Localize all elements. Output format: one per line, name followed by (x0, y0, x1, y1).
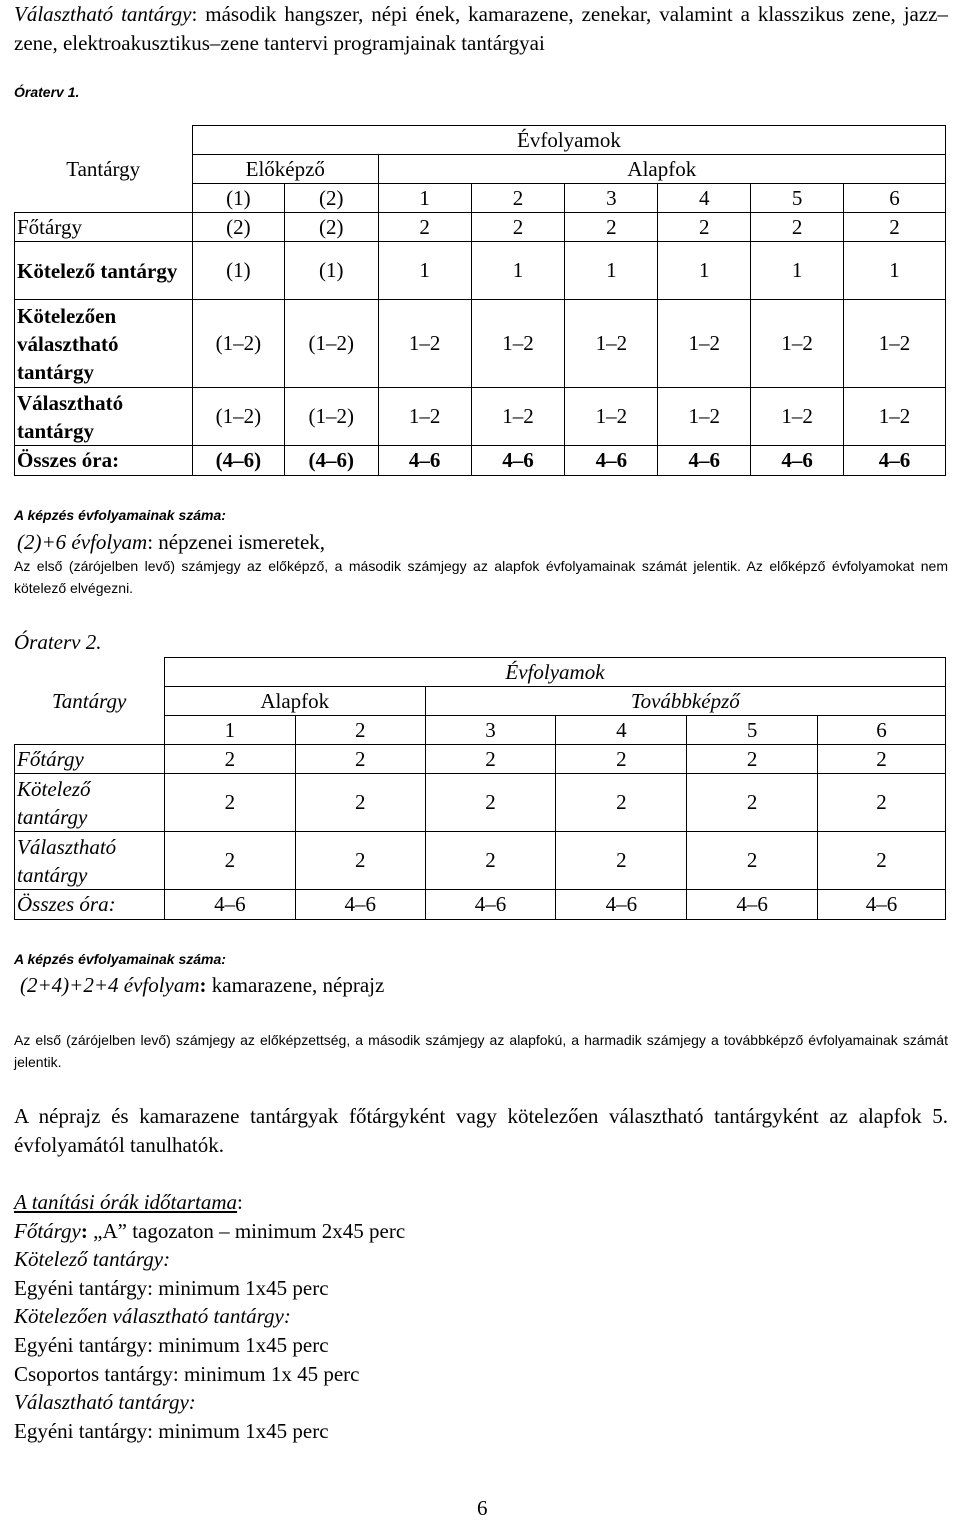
table-cell: 4–6 (295, 890, 425, 920)
plan1-grade-cell: 2 (471, 184, 565, 213)
table-cell: 2 (556, 774, 687, 832)
table-row (15, 832, 946, 890)
table-row (15, 213, 946, 242)
table-cell: 2 (295, 774, 425, 832)
row-label: Összes óra: (15, 446, 193, 476)
table-cell: 4–6 (425, 890, 556, 920)
table-cell: 2 (687, 774, 818, 832)
table-cell: 1–2 (565, 300, 658, 388)
table-cell: 2 (164, 832, 295, 890)
table-cell: 1–2 (844, 300, 946, 388)
table-cell: 4–6 (818, 890, 946, 920)
table-cell: 2 (687, 745, 818, 774)
plan2-grade-cell: 2 (295, 716, 425, 745)
plan1-note-heading: A képzés évfolyamainak száma: (14, 507, 226, 523)
plan2-grade-cell: 4 (556, 716, 687, 745)
table-cell: 1 (378, 242, 471, 300)
table-row (15, 890, 946, 920)
table-cell: (4–6) (284, 446, 378, 476)
plan1-note-line (17, 530, 325, 555)
table-cell: 2 (818, 832, 946, 890)
row-label: Kötelezően választható tantárgy (15, 300, 193, 388)
plan2-grade-cell: 1 (164, 716, 295, 745)
kotvalaszthato-line1: Egyéni tantárgy: minimum 1x45 perc (14, 1332, 329, 1357)
plan2-note-line (20, 973, 384, 998)
table-cell: 1 (658, 242, 751, 300)
kotvalaszthato-line2: Csoportos tantárgy: minimum 1x 45 perc (14, 1361, 360, 1386)
plan2-header-alapfok: Alapfok (164, 687, 425, 716)
table-row (15, 388, 946, 446)
table-cell: 1 (844, 242, 946, 300)
table-cell: (1–2) (284, 300, 378, 388)
durations-heading: A tanítási órák időtartama (14, 1190, 238, 1214)
table-cell: 4–6 (751, 446, 844, 476)
table-row (15, 774, 946, 832)
intro-paragraph (14, 0, 948, 58)
table-cell: 4–6 (658, 446, 751, 476)
row-label: Kötelező tantárgy (15, 774, 165, 832)
plan2-note-heading: A képzés évfolyamainak száma: (14, 951, 226, 967)
plan1-header-evfolyamok: Évfolyamok (192, 126, 945, 155)
table-cell: 2 (378, 213, 471, 242)
valaszthato-line: Egyéni tantárgy: minimum 1x45 perc (14, 1418, 329, 1443)
table-row (15, 745, 946, 774)
table-cell: 1–2 (471, 388, 565, 446)
durations-heading-colon: : (237, 1190, 243, 1214)
table-cell: 2 (687, 832, 818, 890)
table-cell: 4–6 (378, 446, 471, 476)
table-cell: 2 (818, 774, 946, 832)
table-row (15, 242, 946, 300)
table-cell: (2) (284, 213, 378, 242)
plan1-grade-cell: 6 (844, 184, 946, 213)
plan1-grade-cell: 1 (378, 184, 471, 213)
table-cell: 2 (425, 832, 556, 890)
table-cell: 2 (471, 213, 565, 242)
plan2-header-evfolyamok: Évfolyamok (164, 658, 945, 687)
table-row (15, 300, 946, 388)
table-cell: 2 (658, 213, 751, 242)
table-row (15, 446, 946, 476)
valaszthato-label: Választható tantárgy: (14, 1390, 196, 1415)
plan2-header-tantargy: Tantárgy (52, 688, 127, 713)
table-cell: (1) (192, 242, 284, 300)
row-label: Választható tantárgy (15, 832, 165, 890)
table-cell: 2 (164, 774, 295, 832)
plan2-note-italic: (2+4)+2+4 évfolyam (20, 973, 200, 997)
table-cell: 2 (844, 213, 946, 242)
plan2-note-text: Az első (zárójelben levő) számjegy az előképzettség, a második számjegy az alapfokú, a harmadik számjegy a továbbképző évfolyamainak számát jelentik. (14, 1032, 948, 1070)
row-label: Kötelező tantárgy (15, 242, 193, 300)
table-cell: 4–6 (164, 890, 295, 920)
plan1-grade-cell: (2) (284, 184, 378, 213)
table-cell: (4–6) (192, 446, 284, 476)
table-cell: (1–2) (284, 388, 378, 446)
fotargy-colon: : (80, 1218, 88, 1243)
table-cell: (1) (284, 242, 378, 300)
table-cell: 2 (425, 745, 556, 774)
table-cell: 4–6 (471, 446, 565, 476)
kotelezo-label: Kötelező tantárgy: (14, 1247, 171, 1272)
kotelezo-line: Egyéni tantárgy: minimum 1x45 perc (14, 1275, 329, 1300)
table-cell: (1–2) (192, 300, 284, 388)
table-cell: 2 (818, 745, 946, 774)
table-cell: 2 (565, 213, 658, 242)
table-cell: 1 (751, 242, 844, 300)
table-cell: 1–2 (751, 388, 844, 446)
table-cell: 4–6 (556, 890, 687, 920)
plan1-grade-cell: 5 (751, 184, 844, 213)
table-cell: 1–2 (658, 388, 751, 446)
table-cell: 2 (295, 832, 425, 890)
table-cell: 2 (425, 774, 556, 832)
table-cell: 2 (556, 832, 687, 890)
plan2-title: Óraterv 2. (14, 630, 102, 654)
durations-heading-line (14, 1188, 914, 1217)
plan1-table (14, 125, 946, 476)
table-cell: 4–6 (844, 446, 946, 476)
plan1-header-alapfok: Alapfok (378, 155, 945, 184)
table-cell: 2 (295, 745, 425, 774)
table-cell: (2) (192, 213, 284, 242)
fotargy-label: Főtárgy (14, 1218, 81, 1243)
body-paragraph: A néprajz és kamarazene tantárgyak főtárgyként vagy kötelezően választható tantárgyként az alapfok 5. évfolyamától tanulhatók. (14, 1104, 948, 1157)
row-label: Választható tantárgy (15, 388, 193, 446)
fotargy-text: „A” tagozaton – minimum 2x45 perc (87, 1218, 406, 1243)
plan1-note-italic: (2)+6 évfolyam (17, 530, 148, 554)
plan1-note-text: Az első (zárójelben levő) számjegy az előképző, a második számjegy az alapfok évfolyamainak számát jelentik. Az előképző évfolyamokat nem kötelező elvégezni. (14, 558, 948, 596)
table-cell: 1 (565, 242, 658, 300)
plan2-note-colon: : (199, 973, 207, 997)
row-label: Összes óra: (15, 890, 165, 920)
table-cell: 1–2 (751, 300, 844, 388)
table-cell: 1–2 (658, 300, 751, 388)
plan2-note-rest: kamarazene, néprajz (206, 973, 385, 997)
page-number: 6 (477, 1496, 488, 1520)
plan1-header-elokepzo: Előképző (192, 155, 378, 184)
table-cell: 1–2 (378, 388, 471, 446)
intro-text: : második hangszer, népi ének, kamarazene, zenekar, valamint a klasszikus zene, jazz–zene, elektroakusztikus–zene tantervi programjainak tantárgyai (14, 2, 949, 55)
row-label: Főtárgy (15, 745, 165, 774)
plan1-grade-cell: 3 (565, 184, 658, 213)
plan1-note-rest: : népzenei ismeretek, (147, 530, 326, 554)
plan1-title: Óraterv 1. (14, 84, 80, 100)
plan1-grade-cell: 4 (658, 184, 751, 213)
table-cell: 2 (751, 213, 844, 242)
plan2-table (14, 657, 946, 920)
plan2-grade-cell: 6 (818, 716, 946, 745)
table-cell: 1–2 (844, 388, 946, 446)
plan2-header-tovabbkepzo: Továbbképző (425, 687, 945, 716)
table-cell: 1–2 (565, 388, 658, 446)
table-cell: 1–2 (471, 300, 565, 388)
plan1-header-tantargy: Tantárgy (66, 156, 141, 181)
plan1-grade-cell: (1) (192, 184, 284, 213)
table-cell: 2 (556, 745, 687, 774)
kotvalaszthato-label: Kötelezően választható tantárgy: (14, 1304, 291, 1329)
plan2-grade-cell: 3 (425, 716, 556, 745)
durations-block (14, 1188, 914, 1445)
table-cell: 4–6 (565, 446, 658, 476)
table-cell: 2 (164, 745, 295, 774)
table-cell: 4–6 (687, 890, 818, 920)
row-label: Főtárgy (15, 213, 193, 242)
intro-label: Választható tantárgy (14, 2, 192, 26)
fotargy-line (14, 1217, 914, 1246)
plan2-grade-cell: 5 (687, 716, 818, 745)
table-cell: (1–2) (192, 388, 284, 446)
table-cell: 1–2 (378, 300, 471, 388)
table-cell: 1 (471, 242, 565, 300)
